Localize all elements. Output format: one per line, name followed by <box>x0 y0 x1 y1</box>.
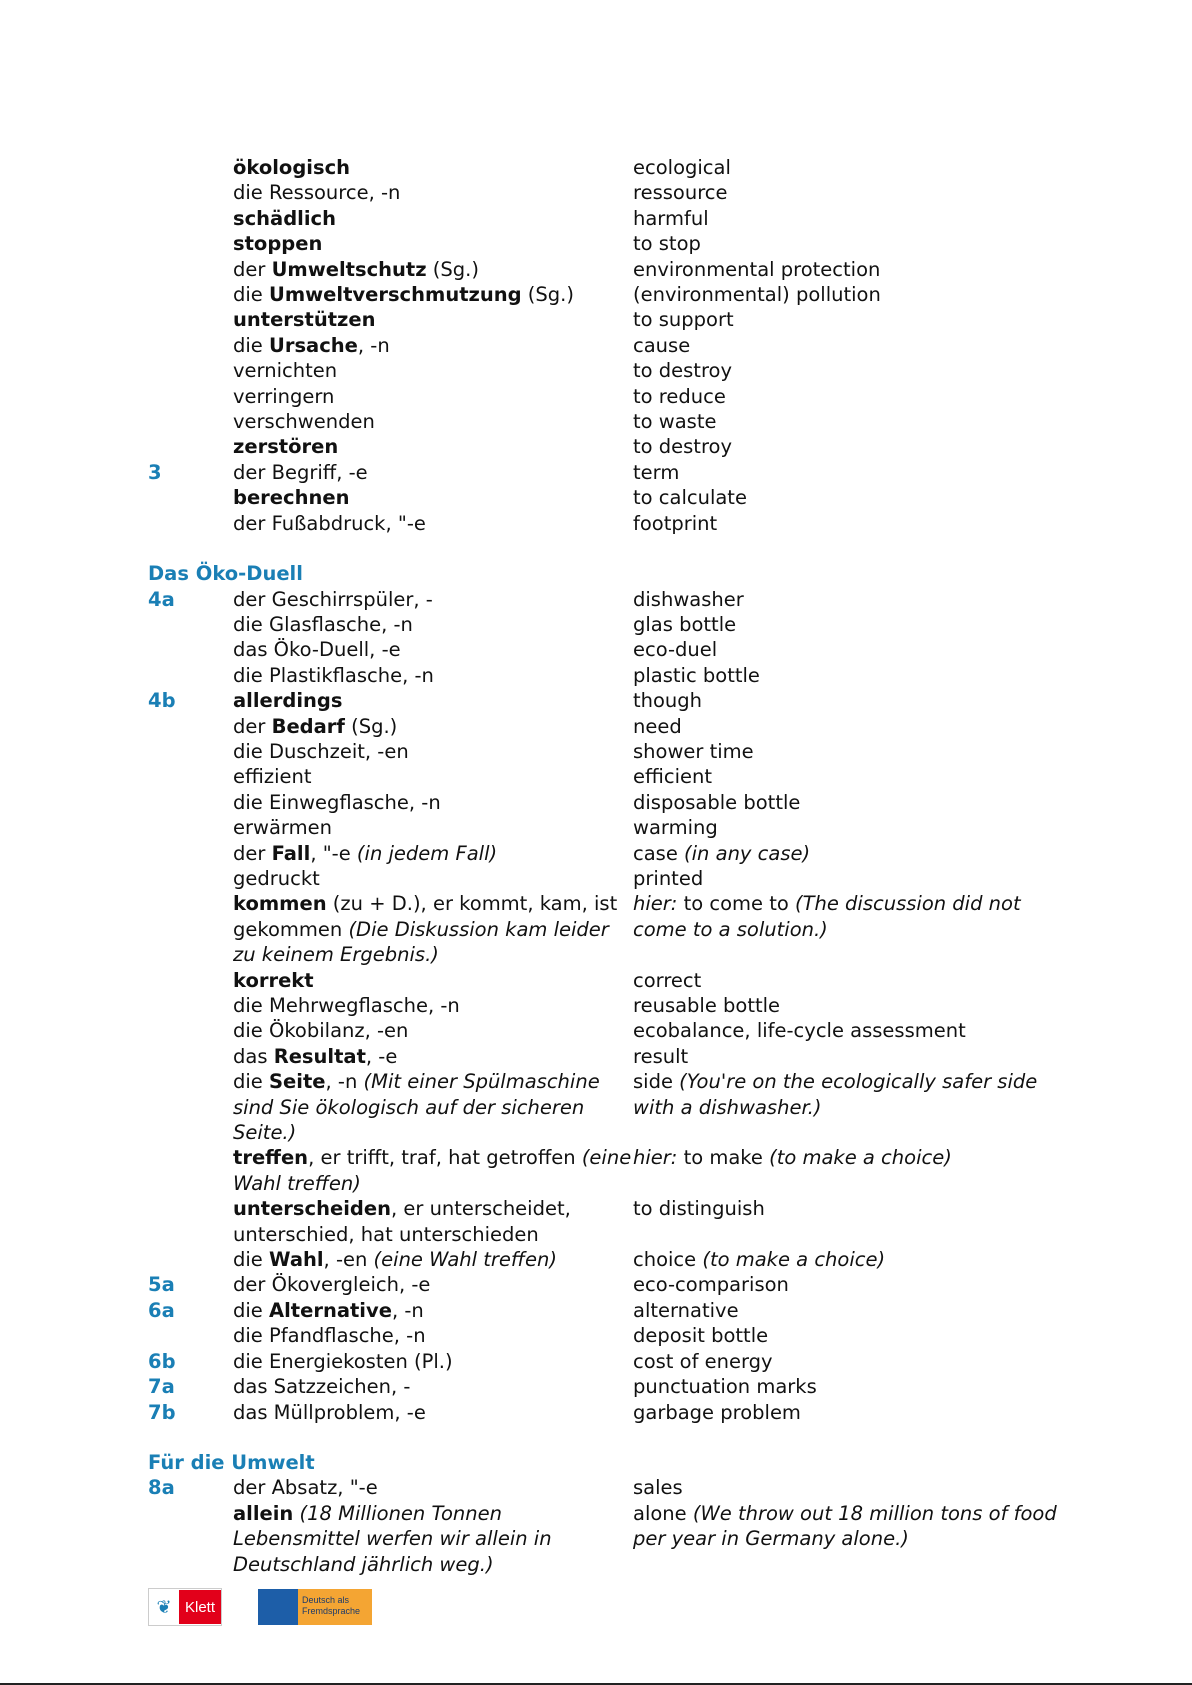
exercise-number <box>0 1196 233 1247</box>
daf-logo <box>258 1589 372 1625</box>
german-term: allein (18 Millionen Tonnen Lebensmittel werfen wir allein in Deutschland jährlich weg.) <box>233 1501 552 1576</box>
german-term: der Geschirrspüler, - <box>233 587 433 611</box>
vocab-row <box>0 1501 1192 1577</box>
vocab-row <box>0 714 1192 739</box>
english-translation: environmental protection <box>633 257 881 281</box>
english-translation: result <box>633 1044 689 1068</box>
footer <box>148 1588 372 1626</box>
german-term: erwärmen <box>233 816 332 840</box>
english-translation: term <box>633 460 680 484</box>
exercise-number <box>0 1018 233 1043</box>
vocab-row <box>0 1247 1192 1272</box>
vocab-row <box>0 460 1192 485</box>
exercise-number <box>0 790 233 815</box>
vocab-row <box>0 434 1192 459</box>
exercise-number <box>0 993 233 1018</box>
english-translation: plastic bottle <box>633 663 760 687</box>
section-spacer <box>0 1425 1192 1450</box>
german-term: das Müllproblem, -e <box>233 1400 426 1424</box>
exercise-number <box>0 358 233 383</box>
german-term: das Öko-Duell, -e <box>233 638 401 662</box>
exercise-number <box>0 511 233 536</box>
german-term: die Plastikflasche, -n <box>233 663 434 687</box>
english-translation: eco-comparison <box>633 1273 789 1297</box>
german-term: die Glasflasche, -n <box>233 612 413 636</box>
vocab-row <box>0 1475 1192 1500</box>
vocab-row <box>0 637 1192 662</box>
english-translation: to destroy <box>633 435 733 459</box>
exercise-number: 5a <box>148 1273 175 1297</box>
german-term: der Fußabdruck, "-e <box>233 511 426 535</box>
vocab-row <box>0 1145 1192 1196</box>
english-translation: sales <box>633 1476 683 1500</box>
vocab-row <box>0 358 1192 383</box>
german-term: das Resultat, -e <box>233 1044 398 1068</box>
section-spacer <box>0 536 1192 561</box>
english-translation: need <box>633 714 682 738</box>
german-term: die Pfandflasche, -n <box>233 1324 426 1348</box>
exercise-number <box>0 384 233 409</box>
english-translation: to reduce <box>633 384 726 408</box>
exercise-number: 6b <box>148 1349 176 1373</box>
vocab-row <box>0 384 1192 409</box>
english-translation: ressource <box>633 181 728 205</box>
english-translation: efficient <box>633 765 712 789</box>
exercise-number <box>0 815 233 840</box>
exercise-number <box>0 206 233 231</box>
vocab-row <box>0 1018 1192 1043</box>
vocab-row <box>0 511 1192 536</box>
english-translation: to stop <box>633 232 701 256</box>
german-term: allerdings <box>233 689 343 713</box>
vocab-row <box>0 688 1192 713</box>
exercise-number <box>0 663 233 688</box>
german-term: die Energiekosten (Pl.) <box>233 1349 453 1373</box>
english-translation: warming <box>633 816 718 840</box>
vocab-row <box>0 333 1192 358</box>
german-term: gedruckt <box>233 866 320 890</box>
german-term: die Alternative, -n <box>233 1298 424 1322</box>
english-translation: (environmental) pollution <box>633 283 881 307</box>
german-term: die Ursache, -n <box>233 333 390 357</box>
english-translation: alternative <box>633 1298 739 1322</box>
german-term: der Bedarf (Sg.) <box>233 714 398 738</box>
vocab-row <box>0 1044 1192 1069</box>
english-translation: ecological <box>633 156 731 179</box>
english-translation: to distinguish <box>633 1197 765 1221</box>
vocab-row <box>0 257 1192 282</box>
german-term: der Ökovergleich, -e <box>233 1273 431 1297</box>
german-term: verringern <box>233 384 335 408</box>
german-term: vernichten <box>233 359 338 383</box>
exercise-number <box>0 307 233 332</box>
german-term: die Ressource, -n <box>233 181 401 205</box>
exercise-number <box>0 637 233 662</box>
exercise-number <box>0 155 233 180</box>
english-translation: punctuation marks <box>633 1375 817 1399</box>
german-term: kommen (zu + D.), er kommt, kam, ist gekommen (Die Diskussion kam leider zu keinem Ergebnis.) <box>233 892 618 967</box>
german-term: die Umweltverschmutzung (Sg.) <box>233 283 574 307</box>
vocab-row <box>0 307 1192 332</box>
exercise-number: 8a <box>148 1476 175 1500</box>
exercise-number <box>0 333 233 358</box>
english-translation: printed <box>633 866 704 890</box>
vocab-row <box>0 282 1192 307</box>
klett-label: Klett <box>179 1590 221 1624</box>
vocab-row <box>0 587 1192 612</box>
exercise-number <box>0 1247 233 1272</box>
exercise-number <box>0 231 233 256</box>
vocab-row <box>0 1349 1192 1374</box>
english-translation: harmful <box>633 206 709 230</box>
german-term: die Mehrwegflasche, -n <box>233 994 460 1017</box>
vocab-row <box>0 764 1192 789</box>
english-translation: garbage problem <box>633 1400 801 1424</box>
german-term: berechnen <box>233 486 350 510</box>
english-translation: reusable bottle <box>633 994 781 1017</box>
english-translation: case (in any case) <box>633 841 811 865</box>
english-translation: cause <box>633 333 691 357</box>
english-translation: shower time <box>633 739 754 763</box>
vocab-row <box>0 612 1192 637</box>
exercise-number <box>0 1323 233 1348</box>
german-term: der Fall, "-e (in jedem Fall) <box>233 841 498 865</box>
german-term: zerstören <box>233 435 339 459</box>
exercise-number <box>0 1501 233 1577</box>
exercise-number <box>0 257 233 282</box>
exercise-number <box>0 409 233 434</box>
exercise-number <box>0 841 233 866</box>
vocab-row <box>0 1323 1192 1348</box>
vocab-row <box>0 1069 1192 1145</box>
german-term: unterscheiden, er unterscheidet, unterschied, hat unterschieden <box>233 1197 571 1246</box>
exercise-number: 7b <box>148 1400 176 1424</box>
german-term: der Absatz, "-e <box>233 1476 378 1500</box>
exercise-number: 4b <box>148 689 176 713</box>
exercise-number <box>0 282 233 307</box>
exercise-number <box>0 714 233 739</box>
english-translation: eco-duel <box>633 638 718 662</box>
exercise-number <box>0 968 233 993</box>
vocab-row <box>0 409 1192 434</box>
german-term: die Ökobilanz, -en <box>233 1019 409 1043</box>
exercise-number: 4a <box>148 587 175 611</box>
vocab-row <box>0 1374 1192 1399</box>
english-translation: hier: to make (to make a choice) <box>633 1146 952 1170</box>
vocab-row <box>0 1272 1192 1297</box>
vocab-row <box>0 1196 1192 1247</box>
german-term: der Begriff, -e <box>233 460 368 484</box>
german-term: unterstützen <box>233 308 376 332</box>
english-translation: footprint <box>633 511 718 535</box>
english-translation: ecobalance, life-cycle assessment <box>633 1019 966 1043</box>
vocabulary-list <box>0 155 1192 1577</box>
german-term: der Umweltschutz (Sg.) <box>233 257 479 281</box>
german-term: effizient <box>233 765 312 789</box>
german-term: die Duschzeit, -en <box>233 739 409 763</box>
exercise-number <box>0 764 233 789</box>
english-translation: correct <box>633 968 702 992</box>
german-term: schädlich <box>233 206 336 230</box>
english-translation: cost of energy <box>633 1349 773 1373</box>
german-term: die Wahl, -en (eine Wahl treffen) <box>233 1248 557 1272</box>
klett-logo <box>148 1588 222 1626</box>
german-term: die Einwegflasche, -n <box>233 790 441 814</box>
section-heading: Das Öko-Duell <box>148 562 303 586</box>
daf-blue-block <box>258 1589 298 1625</box>
vocab-row <box>0 841 1192 866</box>
english-translation: deposit bottle <box>633 1324 769 1348</box>
vocab-row <box>0 891 1192 967</box>
german-term: verschwenden <box>233 410 375 434</box>
english-translation: to support <box>633 308 734 332</box>
english-translation: side (You're on the ecologically safer side with a dishwasher.) <box>633 1070 1038 1119</box>
exercise-number: 6a <box>148 1298 175 1322</box>
exercise-number <box>0 180 233 205</box>
daf-label: Deutsch als Fremdsprache <box>298 1589 372 1625</box>
english-translation: disposable bottle <box>633 790 801 814</box>
vocab-row <box>0 1298 1192 1323</box>
exercise-number: 3 <box>148 460 162 484</box>
vocab-row <box>0 739 1192 764</box>
german-term: ökologisch <box>233 156 351 179</box>
exercise-number <box>0 434 233 459</box>
german-term: korrekt <box>233 968 314 992</box>
exercise-number <box>0 1145 233 1196</box>
german-term: stoppen <box>233 232 323 256</box>
exercise-number: 7a <box>148 1375 175 1399</box>
vocab-row <box>0 180 1192 205</box>
vocab-row <box>0 1400 1192 1425</box>
vocab-row <box>0 815 1192 840</box>
german-term: die Seite, -n (Mit einer Spülmaschine sind Sie ökologisch auf der sicheren Seite.) <box>233 1070 600 1145</box>
german-term: treffen, er trifft, traf, hat getroffen (eine Wahl treffen) <box>233 1146 632 1195</box>
vocab-row <box>0 968 1192 993</box>
exercise-number <box>0 612 233 637</box>
english-translation: glas bottle <box>633 612 737 636</box>
german-term: das Satzzeichen, - <box>233 1375 411 1399</box>
exercise-number <box>0 1069 233 1145</box>
english-translation: to destroy <box>633 359 733 383</box>
english-translation: choice (to make a choice) <box>633 1248 886 1272</box>
vocab-row <box>0 993 1192 1018</box>
exercise-number <box>0 891 233 967</box>
section-heading: Für die Umwelt <box>148 1450 315 1474</box>
english-translation: alone (We throw out 18 million tons of food per year in Germany alone.) <box>633 1501 1057 1551</box>
exercise-number <box>0 1044 233 1069</box>
vocab-row <box>0 206 1192 231</box>
vocab-row <box>0 155 1192 180</box>
english-translation: though <box>633 689 703 713</box>
vocab-row <box>0 866 1192 891</box>
klett-mark-icon: ❦ <box>149 1590 179 1624</box>
english-translation: hier: to come to (The discussion did not come to a solution.) <box>633 892 1021 941</box>
exercise-number <box>0 866 233 891</box>
vocab-row <box>0 485 1192 510</box>
vocab-row <box>0 790 1192 815</box>
english-translation: dishwasher <box>633 587 744 611</box>
vocab-row <box>0 231 1192 256</box>
vocab-row <box>0 663 1192 688</box>
english-translation: to waste <box>633 410 717 434</box>
english-translation: to calculate <box>633 486 747 510</box>
exercise-number <box>0 485 233 510</box>
exercise-number <box>0 739 233 764</box>
